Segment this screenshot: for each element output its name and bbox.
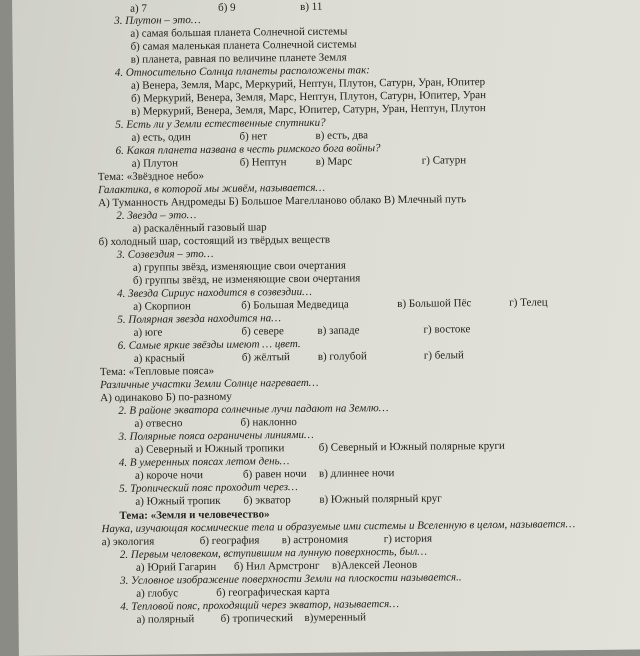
answer-option: в) голубой [317,350,367,363]
question-line: Различные участки Земли Солнце нагревает… [100,376,319,392]
question-line: 4. Звезда Сириус находится в созвездии… [117,285,312,300]
answer-option: а) есть, один [131,131,191,144]
answer-option: а) Южный тропик [135,494,221,508]
question-line: 5. Есть ли у Земли естественные спутники? [115,116,326,131]
answer-line: а) группы звёзд, изменяющие свои очертания [132,259,346,274]
answer-option: б) тропический [220,612,294,625]
answer-option: б) географическая карта [216,585,330,599]
answer-option: б) 9 [218,1,236,14]
answer-option: б) жёлтый [241,351,290,364]
answer-option: в) Большой Пёс [397,297,472,310]
question-line: 5. Тропический пояс проходит через… [119,481,298,495]
answer-line: в) планета, равная по величине планете Земля [130,51,347,66]
answer-option: а) красный [133,352,185,365]
question-line: 2. В районе экватора солнечные лучи падают на Землю… [118,402,389,417]
answer-option: в) западе [317,324,360,337]
answer-option: г) Телец [509,296,548,309]
answer-option: г) Сатурн [421,154,467,167]
answer-option: а) Северный и Южный тропики [134,442,285,456]
answer-line: а) раскалённый газовый шар [132,221,267,235]
answer-option: в) Южный полярный круг [319,492,442,506]
answer-option: б) Нептун [239,156,287,169]
answer-option: в)Алексей Леонов [331,558,418,572]
answer-option: б) Северный и Южный полярные круги [318,439,505,454]
document-page [12,0,640,656]
answer-option: г) история [383,532,433,546]
answer-option: б) наклонно [240,416,297,429]
question-line: 5. Полярная звезда находится на… [117,312,282,326]
answer-option: а) юге [133,326,163,339]
answer-option: а) короче ночи [134,469,204,482]
question-line: Наука, изучающая космические тела и образуемые ими системы и Вселенную в целом, называется… [101,518,576,536]
answer-option: в) астрономия [281,533,349,547]
answer-line: А) Туманность Андромеды Б) Большое Магелланово облако В) Млечный путь [98,193,467,210]
answer-option: б) Большая Медведица [241,298,349,312]
question-line: 4. Относительно Солнца планеты расположены так: [114,64,370,79]
answer-option: в) 11 [300,0,323,13]
answer-option: б) экватор [243,494,291,507]
question-line: 2. Первым человеком, вступившим на лунную поверхность, был… [119,545,428,561]
answer-option: г) востоке [423,323,471,336]
answer-line: б) группы звёзд, не изменяющие свои очертания [132,272,361,287]
answer-option: б) Нил Армстронг [233,559,320,573]
section-title: Тема: «Тепловые пояса» [99,364,215,379]
question-line: 6. Какая планета названа в честь римского бога войны? [115,142,381,157]
question-line: 6. Самые яркие звёзды имеют … цвет. [117,337,301,352]
answer-option: в)умеренный [304,611,367,624]
question-line: 3. Полярные пояса ограничены линиями… [118,428,314,443]
answer-option: а) 7 [130,2,147,15]
answer-option: а) экология [101,535,155,549]
question-line: 3. Плутон – это… [114,14,201,27]
answer-option: б) география [199,534,260,548]
answer-option: а) глобус [136,587,179,600]
answer-option: в) Марс [315,155,353,168]
answer-option: а) Скорпион [133,300,191,313]
answer-line: а) самая большая планета Солнечной системы [130,25,348,40]
question-line: Галактика, в которой мы живём, называется… [97,181,326,197]
answer-line: б) самая маленькая планета Солнечной системы [130,38,357,53]
question-line: 2. Звезда – это… [116,209,197,222]
answer-line: А) одинаково Б) по-разному [100,390,232,405]
section-title: Тема: «Земля и человечество» [119,508,270,522]
question-line: 4. Тепловой пояс, проходящий через экватор, называется… [120,597,400,613]
answer-option: а) Плутон [131,157,179,170]
answer-option: а) полярный [136,613,195,626]
answer-option: а) Юрий Гагарин [135,560,217,574]
answer-line: б) Меркурий, Венера, Земля, Марс, Нептун, Плутон, Сатурн, Юпитер, Уран [131,89,487,105]
answer-option: б) равен ночи [242,467,307,481]
question-line: 3. Созвездия – это… [116,247,214,261]
answer-option: а) отвесно [134,417,183,430]
answer-option: б) севере [241,325,284,338]
section-title: Тема: «Звёздное небо» [97,169,205,184]
answer-line: в) Меркурий, Венера, Земля, Марс, Юпитер, Сатурн, Уран, Нептун, Плутон [131,102,486,118]
answer-option: в) длиннее ночи [318,467,395,480]
question-line: 4. В умеренных поясах летом день… [118,455,290,469]
answer-line: б) холодный шар, состоящий из твёрдых веществ [98,233,331,249]
answer-line: а) Венера, Земля, Марс, Меркурий, Нептун, Плутон, Сатурн, Уран, Юпитер [130,76,486,92]
answer-option: в) есть, два [315,129,369,142]
question-line: 3. Условное изображение поверхности Земли на плоскости называется.. [120,571,462,587]
answer-option: б) нет [239,130,268,143]
answer-option: г) белый [423,349,464,362]
